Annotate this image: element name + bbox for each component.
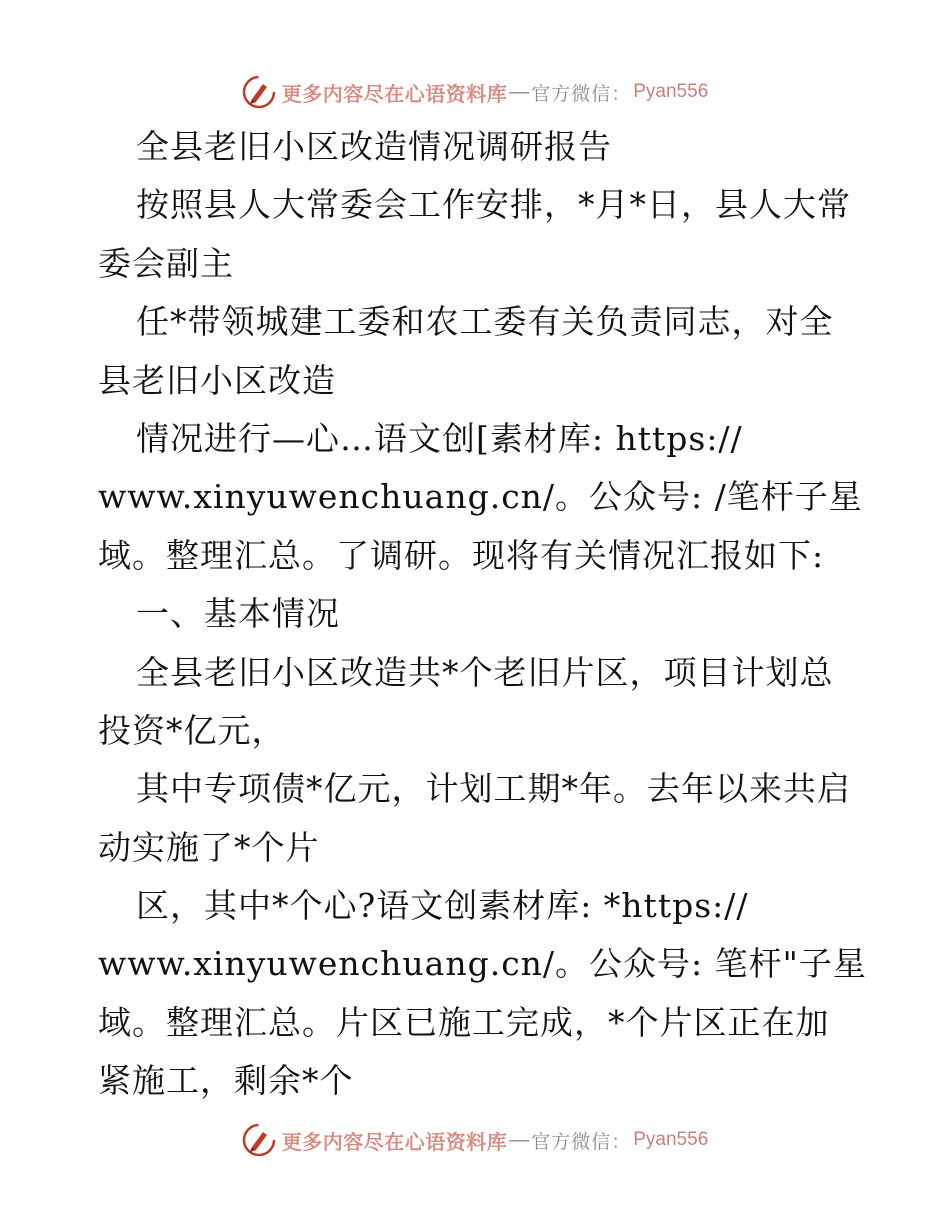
document-line: 紧施工，剩余*个 xyxy=(98,1061,354,1101)
document-body xyxy=(98,118,867,1111)
document-line: www.xinyuwenchuang.cn/。公众号: /笔杆子星 xyxy=(98,477,863,517)
fountain-pen-logo-icon xyxy=(242,1123,276,1157)
document-line: 动实施了*个片 xyxy=(98,827,320,867)
banner-wechat-id: Pyan556 xyxy=(633,81,709,102)
document-line: 县老旧小区改造 xyxy=(98,360,336,400)
document-line: 投资*亿元， xyxy=(98,710,286,750)
banner-dash: — xyxy=(509,80,530,103)
document-line: 按照县人大常委会工作安排，*月*日，县人大常 xyxy=(136,185,851,225)
document-line: 任*带领城建工委和农工委有关负责同志，对全 xyxy=(136,302,834,342)
banner-sub-text: 官方微信： xyxy=(531,83,632,105)
document-line: 域。整理汇总。了调研。现将有关情况汇报如下: xyxy=(98,535,825,575)
header-banner xyxy=(0,72,950,112)
document-line: 全县老旧小区改造情况调研报告 xyxy=(136,127,612,166)
fountain-pen-logo-icon xyxy=(242,75,276,109)
banner-main-text: 更多内容尽在心语资料库 xyxy=(281,83,508,106)
banner-dash: — xyxy=(509,1128,530,1151)
document-line: 域。整理汇总。片区已施工完成，*个片区正在加 xyxy=(98,1002,830,1042)
banner-wechat-id: Pyan556 xyxy=(633,1129,709,1150)
document-line: www.xinyuwenchuang.cn/。公众号: 笔杆"子星 xyxy=(98,944,867,984)
footer-banner xyxy=(0,1120,950,1160)
banner-sub-text: 官方微信： xyxy=(531,1131,632,1153)
document-line: 区，其中*个心?语文创素材库: *https:// xyxy=(136,886,749,926)
document-line: 其中专项债*亿元，计划工期*年。去年以来共启 xyxy=(136,769,851,809)
banner-main-text: 更多内容尽在心语资料库 xyxy=(281,1131,508,1154)
document-line: 全县老旧小区改造共*个老旧片区，项目计划总 xyxy=(136,652,834,692)
document-line: 一、基本情况 xyxy=(136,594,340,634)
document-line: 情况进行—心…语文创[素材库: https:// xyxy=(136,418,743,458)
document-line: 委会副主 xyxy=(98,243,234,283)
